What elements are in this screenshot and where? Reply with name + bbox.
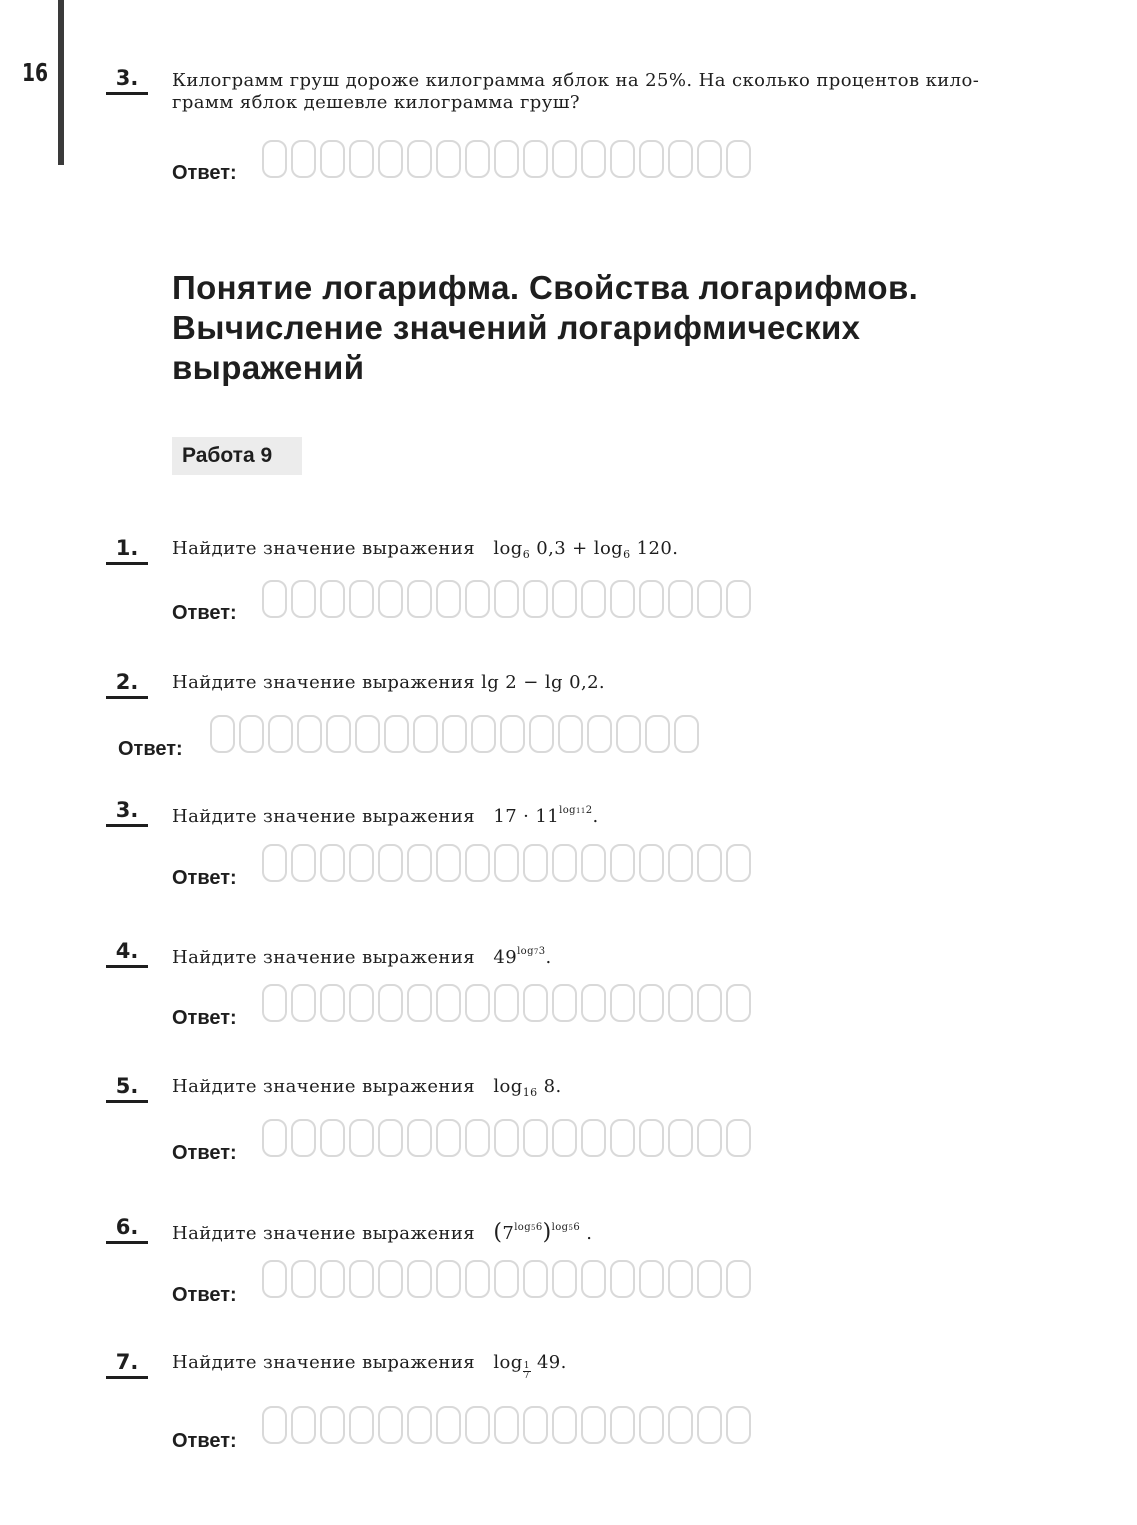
answer-cell[interactable] (378, 140, 403, 178)
answer-cell[interactable] (465, 844, 490, 882)
answer-cell[interactable] (581, 140, 606, 178)
answer-grid[interactable] (262, 1119, 755, 1161)
answer-cell[interactable] (465, 1406, 490, 1444)
answer-cell[interactable] (668, 580, 693, 618)
answer-cell[interactable] (610, 1260, 635, 1298)
task-number: 5. (106, 1074, 148, 1103)
answer-cell[interactable] (697, 140, 722, 178)
answer-cell[interactable] (668, 844, 693, 882)
answer-cell[interactable] (610, 1119, 635, 1157)
answer-cell[interactable] (291, 984, 316, 1022)
answer-cell[interactable] (697, 580, 722, 618)
answer-cell[interactable] (413, 715, 438, 753)
task-text (172, 70, 1102, 114)
task-number: 3. (106, 66, 148, 95)
answer-label: Ответ: (172, 162, 237, 184)
answer-cell[interactable] (349, 1260, 374, 1298)
answer-cell[interactable] (616, 715, 641, 753)
math-expression: $\log_6 0,3 + \log_6 120$. (493, 538, 679, 561)
answer-cell[interactable] (668, 1260, 693, 1298)
math-expression: $49^{log73}$. (493, 946, 552, 968)
answer-grid[interactable] (262, 1406, 755, 1448)
answer-cell[interactable] (610, 140, 635, 178)
answer-cell[interactable] (349, 580, 374, 618)
answer-cell[interactable] (320, 580, 345, 618)
answer-cell[interactable] (436, 1119, 461, 1157)
answer-cell[interactable] (581, 844, 606, 882)
answer-cell[interactable] (407, 1406, 432, 1444)
answer-cell[interactable] (610, 844, 635, 882)
answer-cell[interactable] (697, 984, 722, 1022)
answer-cell[interactable] (262, 1119, 287, 1157)
answer-cell[interactable] (494, 1119, 519, 1157)
answer-cell[interactable] (291, 580, 316, 618)
answer-cell[interactable] (610, 984, 635, 1022)
answer-cell[interactable] (587, 715, 612, 753)
answer-cell[interactable] (320, 844, 345, 882)
answer-label: Ответ: (172, 1284, 237, 1306)
answer-cell[interactable] (668, 140, 693, 178)
answer-cell[interactable] (297, 715, 322, 753)
answer-cell[interactable] (500, 715, 525, 753)
section-title-line: Понятие логарифма. Свойства логарифмов. (172, 269, 919, 306)
answer-cell[interactable] (552, 580, 577, 618)
answer-cell[interactable] (552, 844, 577, 882)
answer-label: Ответ: (172, 1430, 237, 1452)
answer-grid[interactable] (262, 580, 755, 622)
page-margin-bar (58, 0, 64, 165)
task-number: 1. (106, 536, 148, 565)
answer-cell[interactable] (384, 715, 409, 753)
answer-cell[interactable] (436, 140, 461, 178)
answer-cell[interactable] (407, 984, 432, 1022)
answer-cell[interactable] (378, 844, 403, 882)
answer-cell[interactable] (645, 715, 670, 753)
answer-cell[interactable] (726, 1260, 751, 1298)
answer-cell[interactable] (523, 844, 548, 882)
answer-cell[interactable] (291, 140, 316, 178)
answer-cell[interactable] (465, 580, 490, 618)
task-number: 4. (106, 939, 148, 968)
task-text (172, 672, 605, 694)
answer-cell[interactable] (494, 140, 519, 178)
answer-cell[interactable] (320, 1119, 345, 1157)
section-title (172, 268, 1072, 388)
answer-cell[interactable] (523, 580, 548, 618)
answer-cell[interactable] (639, 140, 664, 178)
work-label: Работа 9 (172, 437, 302, 475)
task-prompt: Найдите значение выражения (172, 806, 475, 827)
answer-cell[interactable] (262, 1406, 287, 1444)
answer-grid[interactable] (262, 984, 755, 1026)
answer-cell[interactable] (436, 1406, 461, 1444)
answer-cell[interactable] (668, 984, 693, 1022)
answer-cell[interactable] (407, 1119, 432, 1157)
answer-cell[interactable] (494, 844, 519, 882)
task-text (172, 1217, 592, 1245)
section-title-line: выражений (172, 349, 365, 386)
answer-cell[interactable] (668, 1119, 693, 1157)
answer-cell[interactable] (239, 715, 264, 753)
answer-cell[interactable] (639, 1260, 664, 1298)
answer-cell[interactable] (465, 1119, 490, 1157)
answer-cell[interactable] (378, 1406, 403, 1444)
task-text (172, 941, 552, 969)
answer-cell[interactable] (726, 140, 751, 178)
answer-cell[interactable] (349, 1119, 374, 1157)
answer-cell[interactable] (726, 580, 751, 618)
answer-cell[interactable] (378, 580, 403, 618)
answer-cell[interactable] (610, 580, 635, 618)
answer-cell[interactable] (494, 1406, 519, 1444)
answer-cell[interactable] (291, 1119, 316, 1157)
answer-label: Ответ: (172, 1007, 237, 1029)
answer-cell[interactable] (552, 984, 577, 1022)
answer-cell[interactable] (355, 715, 380, 753)
task-number: 6. (106, 1215, 148, 1244)
answer-cell[interactable] (494, 984, 519, 1022)
answer-cell[interactable] (407, 844, 432, 882)
task-prompt: Найдите значение выражения (172, 1223, 475, 1244)
answer-cell[interactable] (523, 140, 548, 178)
task-prompt: Найдите значение выражения (172, 1352, 475, 1373)
answer-cell[interactable] (320, 1406, 345, 1444)
answer-cell[interactable] (262, 984, 287, 1022)
answer-cell[interactable] (552, 140, 577, 178)
answer-cell[interactable] (436, 580, 461, 618)
answer-cell[interactable] (262, 140, 287, 178)
answer-cell[interactable] (349, 140, 374, 178)
answer-cell[interactable] (210, 715, 235, 753)
page-number: 16 (22, 58, 49, 87)
answer-cell[interactable] (523, 1119, 548, 1157)
answer-cell[interactable] (465, 140, 490, 178)
task-prompt: Найдите значение выражения (172, 1076, 475, 1097)
answer-cell[interactable] (639, 1406, 664, 1444)
math-expression: $17 \cdot 11^{log112}$. (493, 805, 599, 827)
task-number: 7. (106, 1350, 148, 1379)
answer-cell[interactable] (697, 844, 722, 882)
answer-cell[interactable] (378, 1119, 403, 1157)
answer-cell[interactable] (407, 580, 432, 618)
answer-cell[interactable] (494, 580, 519, 618)
answer-grid[interactable] (262, 140, 755, 182)
answer-cell[interactable] (581, 1260, 606, 1298)
answer-cell[interactable] (407, 140, 432, 178)
task-prompt: Найдите значение выражения (172, 672, 475, 693)
answer-cell[interactable] (349, 984, 374, 1022)
answer-cell[interactable] (552, 1119, 577, 1157)
answer-cell[interactable] (726, 1406, 751, 1444)
answer-cell[interactable] (291, 1260, 316, 1298)
answer-cell[interactable] (262, 844, 287, 882)
answer-cell[interactable] (668, 1406, 693, 1444)
answer-grid[interactable] (262, 1260, 755, 1302)
answer-cell[interactable] (320, 140, 345, 178)
answer-grid[interactable] (210, 715, 703, 757)
math-expression: $\log_{16} 8$. (493, 1076, 562, 1099)
task-text (172, 800, 599, 828)
answer-cell[interactable] (436, 844, 461, 882)
answer-cell[interactable] (697, 1260, 722, 1298)
answer-cell[interactable] (349, 1406, 374, 1444)
answer-cell[interactable] (697, 1119, 722, 1157)
answer-grid[interactable] (262, 844, 755, 886)
answer-cell[interactable] (726, 844, 751, 882)
answer-cell[interactable] (442, 715, 467, 753)
answer-cell[interactable] (320, 984, 345, 1022)
answer-cell[interactable] (262, 1260, 287, 1298)
answer-cell[interactable] (552, 1260, 577, 1298)
answer-cell[interactable] (581, 580, 606, 618)
answer-cell[interactable] (494, 1260, 519, 1298)
answer-cell[interactable] (726, 984, 751, 1022)
answer-cell[interactable] (291, 1406, 316, 1444)
answer-cell[interactable] (581, 1119, 606, 1157)
task-text (172, 1076, 562, 1104)
task-text (172, 538, 678, 566)
answer-cell[interactable] (320, 1260, 345, 1298)
answer-label: Ответ: (118, 738, 183, 760)
answer-cell[interactable] (558, 715, 583, 753)
answer-cell[interactable] (262, 580, 287, 618)
math-expression: lg 2 − lg 0,2. (481, 672, 606, 693)
task-text-line: Килограмм груш дороже килограмма яблок на 25%. На сколько процентов кило- (172, 70, 980, 91)
answer-cell[interactable] (407, 1260, 432, 1298)
answer-cell[interactable] (326, 715, 351, 753)
answer-cell[interactable] (378, 1260, 403, 1298)
answer-label: Ответ: (172, 867, 237, 889)
answer-cell[interactable] (523, 1260, 548, 1298)
answer-cell[interactable] (639, 844, 664, 882)
answer-cell[interactable] (291, 844, 316, 882)
answer-cell[interactable] (471, 715, 496, 753)
answer-cell[interactable] (581, 984, 606, 1022)
answer-cell[interactable] (552, 1406, 577, 1444)
task-text-line: грамм яблок дешевле килограмма груш? (172, 92, 580, 113)
task-number: 3. (106, 798, 148, 827)
math-expression: $(7^{log56})^{log56}$ . (493, 1220, 593, 1245)
answer-cell[interactable] (639, 580, 664, 618)
answer-cell[interactable] (529, 715, 554, 753)
answer-cell[interactable] (523, 1406, 548, 1444)
task-text (172, 1352, 567, 1381)
task-number: 2. (106, 670, 148, 699)
answer-cell[interactable] (349, 844, 374, 882)
answer-cell[interactable] (726, 1119, 751, 1157)
math-expression: log $\frac{1}{7}$ 49. (493, 1352, 567, 1381)
answer-cell[interactable] (697, 1406, 722, 1444)
task-prompt: Найдите значение выражения (172, 538, 475, 559)
answer-cell[interactable] (523, 984, 548, 1022)
answer-cell[interactable] (436, 1260, 461, 1298)
answer-cell[interactable] (268, 715, 293, 753)
answer-cell[interactable] (465, 984, 490, 1022)
answer-label: Ответ: (172, 1142, 237, 1164)
task-prompt: Найдите значение выражения (172, 947, 475, 968)
answer-label: Ответ: (172, 602, 237, 624)
answer-cell[interactable] (378, 984, 403, 1022)
answer-cell[interactable] (465, 1260, 490, 1298)
answer-cell[interactable] (610, 1406, 635, 1444)
answer-cell[interactable] (436, 984, 461, 1022)
answer-cell[interactable] (639, 1119, 664, 1157)
answer-cell[interactable] (674, 715, 699, 753)
section-title-line: Вычисление значений логарифмических (172, 309, 861, 346)
answer-cell[interactable] (639, 984, 664, 1022)
answer-cell[interactable] (581, 1406, 606, 1444)
